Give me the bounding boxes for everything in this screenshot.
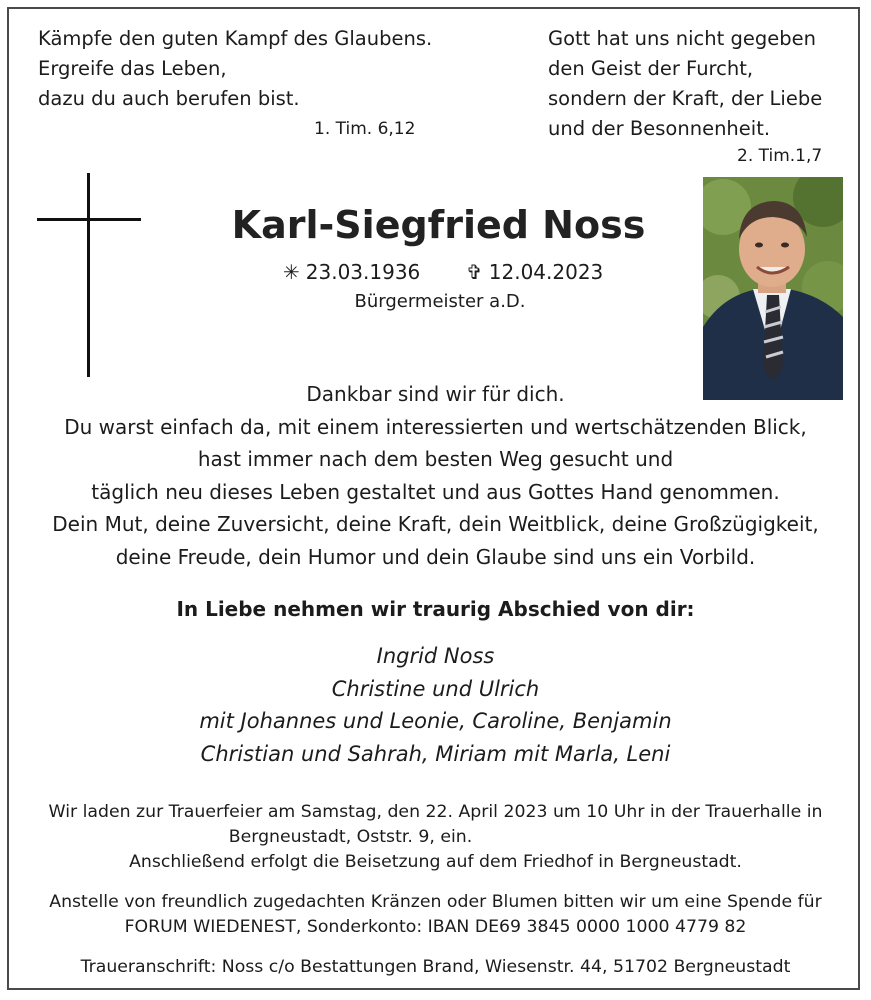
family-names [0, 640, 871, 770]
deceased-title: Bürgermeister a.D. [354, 291, 526, 312]
farewell-heading: In Liebe nehmen wir traurig Abschied von dir: [176, 597, 695, 621]
service-line: Bergneustadt, Oststr. 9, ein. [228, 827, 473, 847]
verse-right [548, 24, 822, 144]
verse-right-line: und der Besonnenheit. [548, 117, 771, 140]
family-line: Ingrid Noss [376, 644, 495, 668]
tribute-line: Du warst einfach da, mit einem interessierten und wertschätzenden Blick, [64, 414, 807, 439]
verse-left-reference: 1. Tim. 6,12 [314, 119, 416, 139]
service-info [0, 800, 871, 875]
verse-right-line: den Geist der Furcht, [548, 57, 754, 80]
service-line: Anschließend erfolgt die Beisetzung auf dem Friedhof in Bergneustadt. [129, 852, 742, 872]
donation-info [0, 890, 871, 940]
portrait-photo [703, 177, 843, 400]
tribute-line: täglich neu dieses Leben gestaltet und aus Gottes Hand genommen. [91, 479, 780, 504]
death-date [466, 260, 603, 284]
tribute-line: Dankbar sind wir für dich. [306, 382, 565, 406]
verse-right-reference: 2. Tim.1,7 [737, 146, 823, 166]
verse-left-line: dazu du auch berufen bist. [38, 87, 300, 110]
tribute-line: hast immer nach dem besten Weg gesucht und [197, 447, 674, 471]
birth-date-text: 23.03.1936 [305, 260, 421, 284]
verse-right-line: Gott hat uns nicht gegeben [548, 27, 816, 50]
tribute-line: Dein Mut, deine Zuversicht, deine Kraft, dein Weitblick, deine Großzügigkeit, [52, 512, 819, 536]
family-line: Christian und Sahrah, Miriam mit Marla, Leni [200, 741, 671, 766]
verse-left [38, 24, 432, 114]
verse-left-line: Kämpfe den guten Kampf des Glaubens. [38, 27, 433, 50]
verse-left-line: Ergreife das Leben, [38, 57, 227, 80]
birth-date [283, 260, 420, 284]
birth-star-icon: ✳ [283, 260, 300, 284]
portrait-illustration [703, 177, 843, 400]
donation-line: Anstelle von freundlich zugedachten Kränzen oder Blumen bitten wir um eine Spende für [49, 892, 822, 912]
service-line: Wir laden zur Trauerfeier am Samstag, den 22. April 2023 um 10 Uhr in der Trauerhalle in [48, 802, 823, 822]
death-cross-icon: ✞ [466, 260, 483, 284]
family-line: Christine und Ulrich [331, 676, 540, 701]
verse-right-line: sondern der Kraft, der Liebe [548, 87, 823, 110]
donation-line: FORUM WIEDENEST, Sonderkonto: IBAN DE69 3845 0000 1000 4779 82 [124, 917, 747, 937]
mourning-address: Traueranschrift: Noss c/o Bestattungen Brand, Wiesenstr. 44, 51702 Bergneustadt [80, 957, 791, 977]
deceased-name: Karl-Siegfried Noss [231, 203, 646, 247]
death-date-text: 12.04.2023 [488, 260, 604, 284]
family-line: mit Johannes und Leonie, Caroline, Benjamin [199, 709, 672, 733]
tribute-line: deine Freude, dein Humor und dein Glaube sind uns ein Vorbild. [115, 544, 756, 569]
tribute-text [0, 378, 871, 573]
